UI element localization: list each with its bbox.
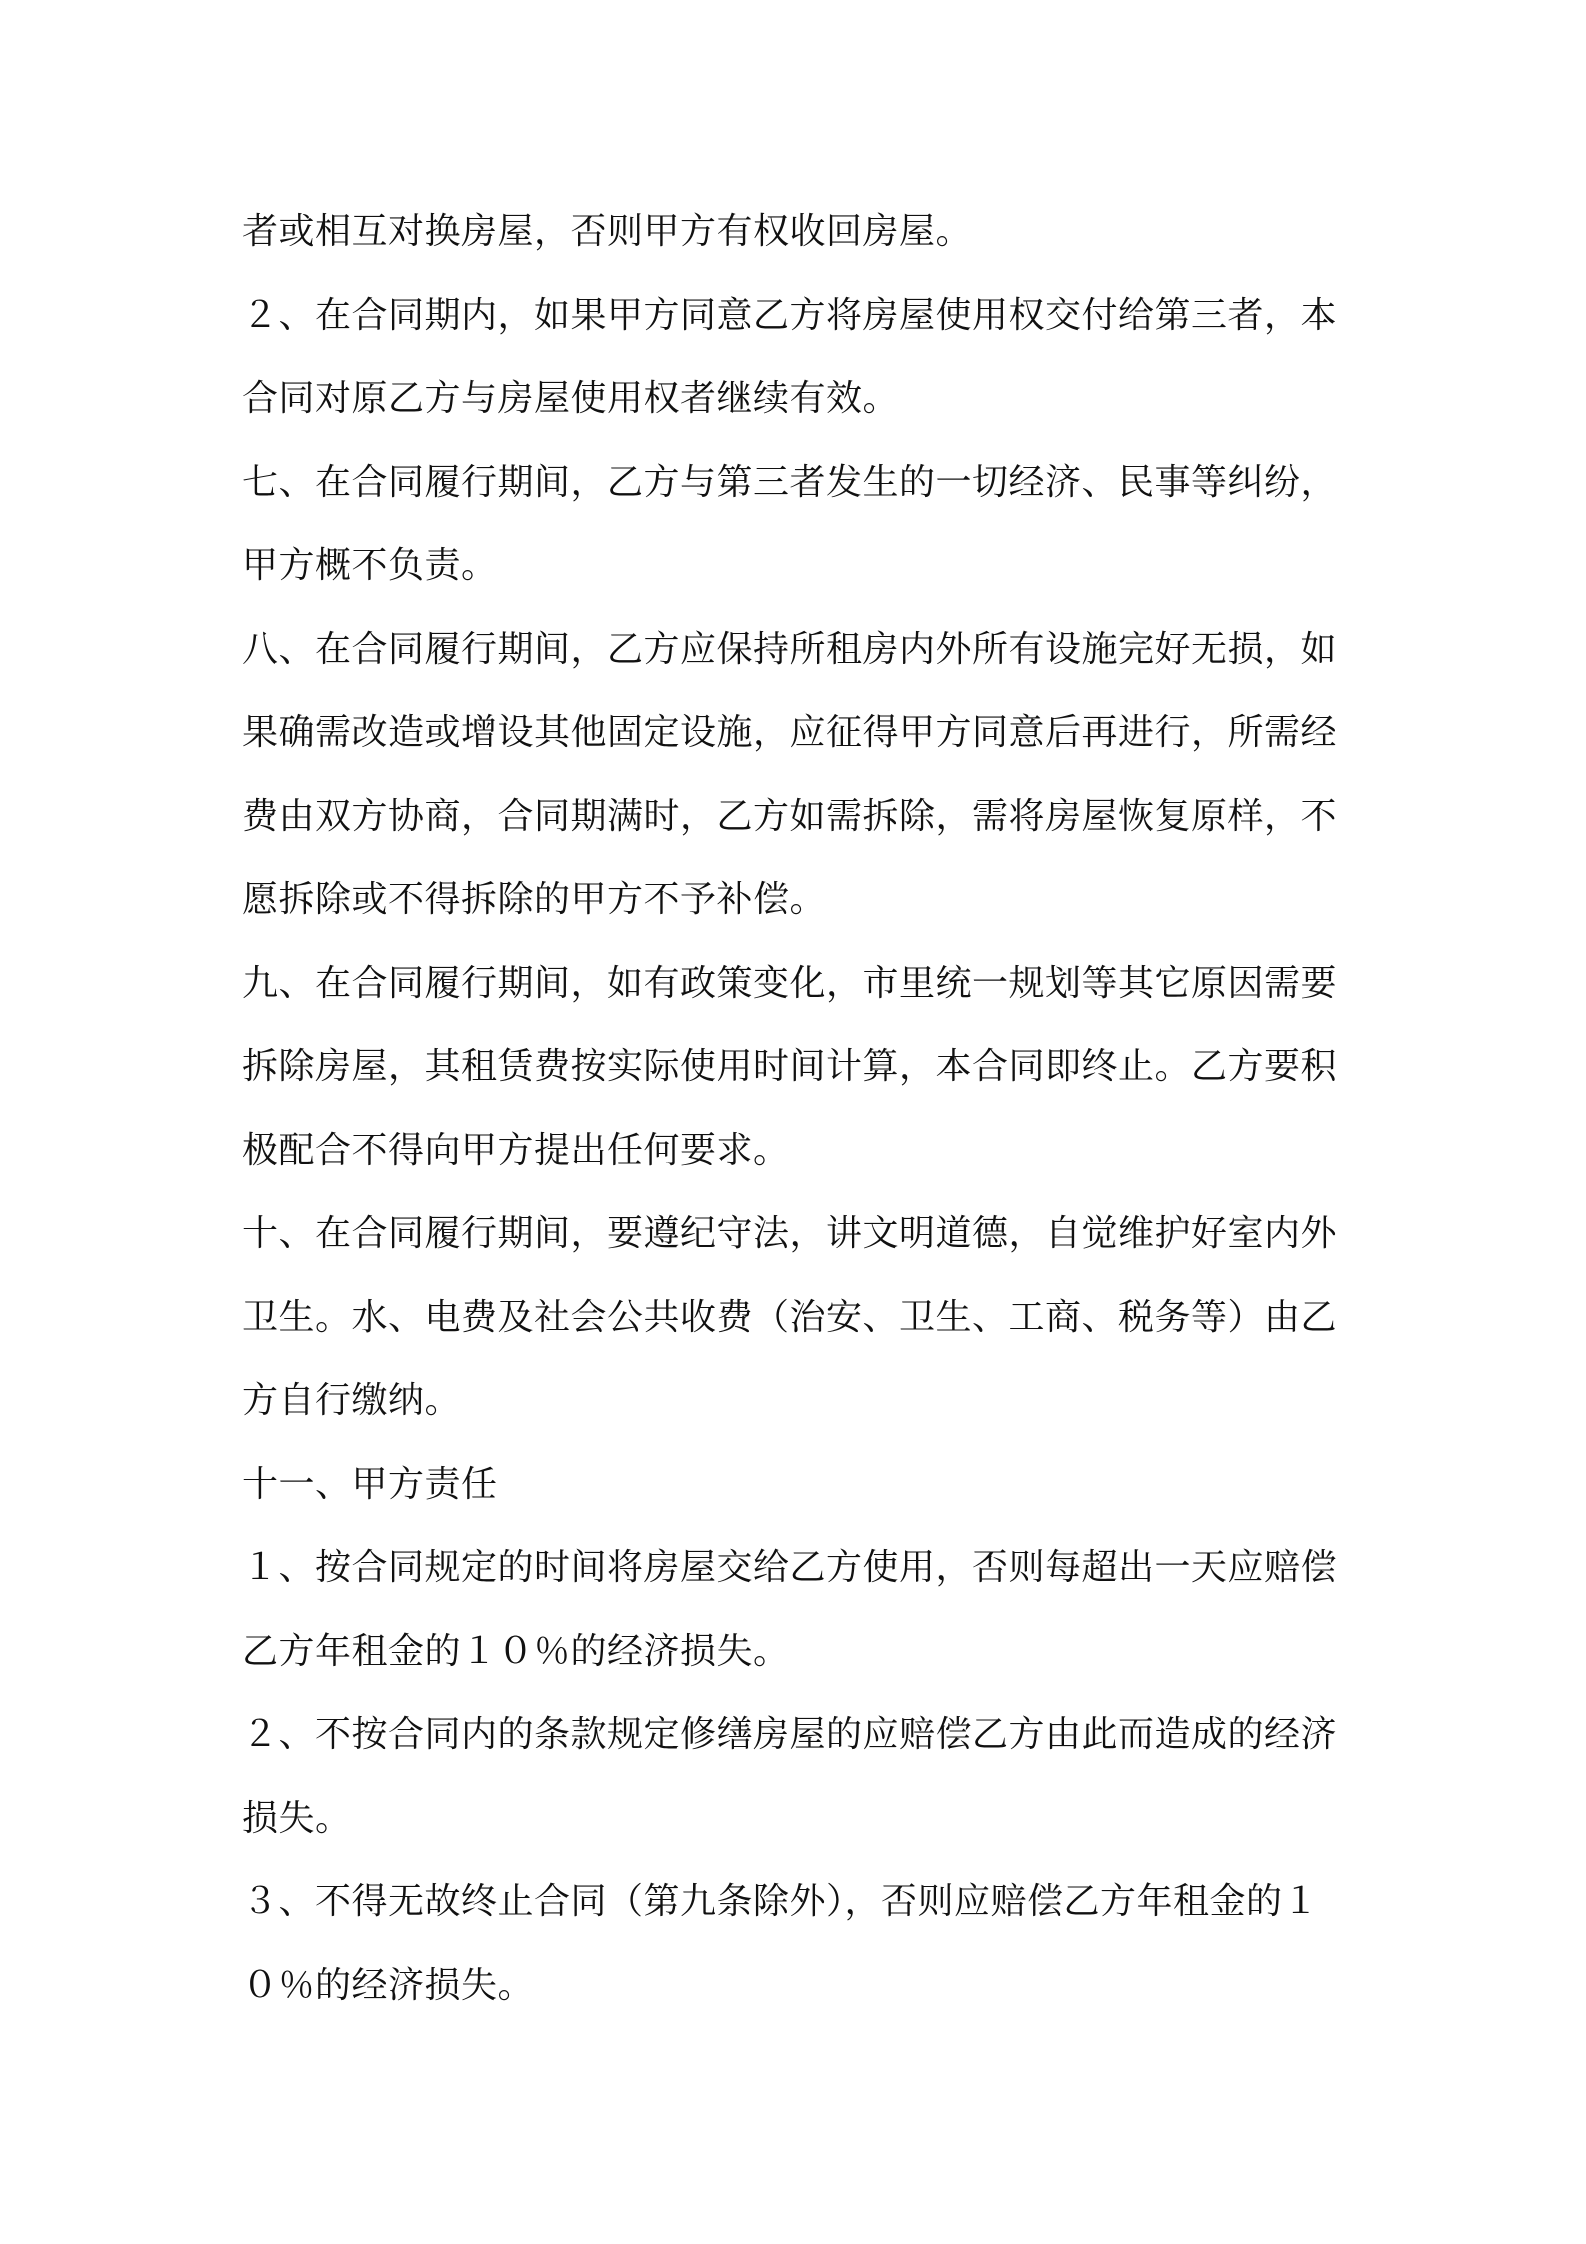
text-line: ２、不按合同内的条款规定修缮房屋的应赔偿乙方由此而造成的经济 bbox=[242, 1714, 1338, 1755]
text-line: 极配合不得向甲方提出任何要求。 bbox=[242, 1129, 790, 1171]
text-line: ３、不得无故终止合同（第九条除外），否则应赔偿乙方年租金的１ bbox=[242, 1881, 1320, 1922]
text-line: 十、在合同履行期间，要遵纪守法，讲文明道德，自觉维护好室内外 bbox=[242, 1213, 1338, 1254]
text-line: 拆除房屋，其租赁费按实际使用时间计算，本合同即终止。乙方要积 bbox=[242, 1046, 1338, 1087]
text-line: 合同对原乙方与房屋使用权者继续有效。 bbox=[242, 378, 900, 419]
text-line: ２、在合同期内，如果甲方同意乙方将房屋使用权交付给第三者，本 bbox=[242, 294, 1338, 336]
text-line: 费由双方协商，合同期满时，乙方如需拆除，需将房屋恢复原样，不 bbox=[242, 795, 1338, 837]
text-line: 七、在合同履行期间，乙方与第三者发生的一切经济、民事等纠纷， bbox=[242, 461, 1338, 503]
text-line: １、按合同规定的时间将房屋交给乙方使用，否则每超出一天应赔偿 bbox=[242, 1547, 1338, 1588]
text-line: 果确需改造或增设其他固定设施，应征得甲方同意后再进行，所需经 bbox=[242, 712, 1338, 753]
text-line: ０％的经济损失。 bbox=[242, 1964, 535, 2006]
text-line: 损失。 bbox=[242, 1797, 352, 1839]
text-line: 方自行缴纳。 bbox=[242, 1380, 462, 1421]
text-line: 者或相互对换房屋，否则甲方有权收回房屋。 bbox=[242, 211, 973, 252]
text-line: 乙方年租金的１０％的经济损失。 bbox=[242, 1630, 790, 1672]
text-line: 九、在合同履行期间，如有政策变化，市里统一规划等其它原因需要 bbox=[242, 962, 1338, 1004]
text-line: 甲方概不负责。 bbox=[242, 545, 498, 586]
text-line: 十一、甲方责任 bbox=[242, 1463, 498, 1505]
text-line: 卫生。水、电费及社会公共收费（治安、卫生、工商、税务等）由乙 bbox=[242, 1296, 1338, 1338]
text-line: 八、在合同履行期间，乙方应保持所租房内外所有设施完好无损，如 bbox=[242, 628, 1338, 670]
document-body bbox=[242, 190, 1362, 2027]
text-line: 愿拆除或不得拆除的甲方不予补偿。 bbox=[242, 879, 827, 920]
